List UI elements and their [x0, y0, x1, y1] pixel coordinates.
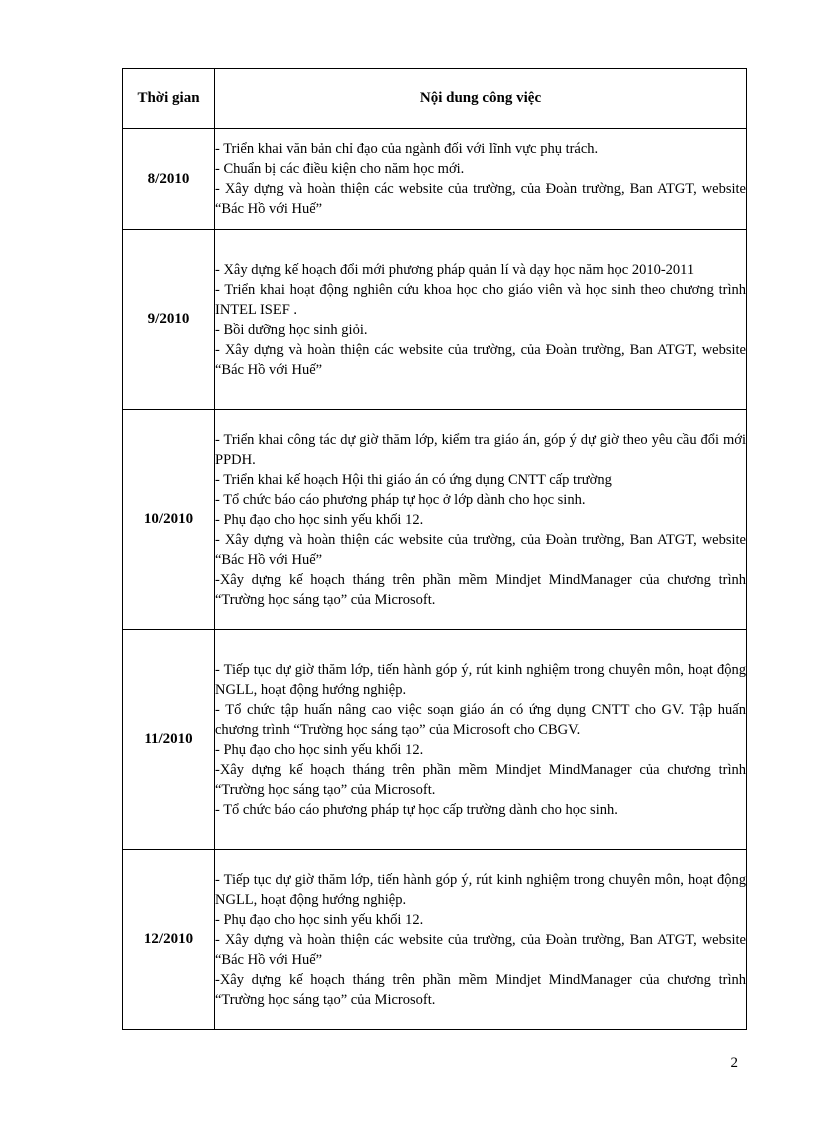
row-time: 9/2010 — [123, 230, 215, 410]
task-line: - Triển khai công tác dự giờ thăm lớp, kiểm tra giáo án, góp ý dự giờ theo yêu cầu đổi mới PPDH. — [215, 431, 746, 468]
task-line: - Tổ chức báo cáo phương pháp tự học cấp trường dành cho học sinh. — [215, 801, 618, 818]
page-number: 2 — [730, 1055, 738, 1071]
row-content — [215, 129, 747, 230]
task-line: - Phụ đạo cho học sinh yếu khối 12. — [215, 741, 424, 758]
task-line: - Phụ đạo cho học sinh yếu khối 12. — [215, 511, 424, 528]
row-time: 8/2010 — [123, 129, 215, 230]
task-line: -Xây dựng kế hoạch tháng trên phần mềm Mindjet MindManager của chương trình “Trường học sáng tạo” của Microsoft. — [215, 761, 746, 798]
row-content — [215, 230, 747, 410]
table-header-row — [123, 69, 747, 129]
task-line: - Chuẩn bị các điều kiện cho năm học mới. — [215, 161, 465, 177]
table-row — [123, 630, 747, 850]
task-line: - Xây dựng và hoàn thiện các website của trường, của Đoàn trường, Ban ATGT, website “Bác Hồ với Huế” — [215, 931, 746, 968]
task-line: - Xây dựng và hoàn thiện các website của trường, của Đoàn trường, Ban ATGT, website “Bác Hồ với Huế” — [215, 531, 746, 568]
table-row — [123, 850, 747, 1030]
task-line: - Tổ chức báo cáo phương pháp tự học ở lớp dành cho học sinh. — [215, 491, 586, 508]
task-line: - Triển khai kế hoạch Hội thi giáo án có ứng dụng CNTT cấp trường — [215, 471, 612, 488]
work-plan-table — [122, 68, 747, 1030]
table-row — [123, 410, 747, 630]
row-content — [215, 410, 747, 630]
task-line: - Tiếp tục dự giờ thăm lớp, tiến hành góp ý, rút kinh nghiệm trong chuyên môn, hoạt động NGLL, hoạt động hướng nghiệp. — [215, 871, 746, 908]
task-line: -Xây dựng kế hoạch tháng trên phần mềm Mindjet MindManager của chương trình “Trường học sáng tạo” của Microsoft. — [215, 571, 746, 608]
task-line: - Triển khai hoạt động nghiên cứu khoa học cho giáo viên và học sinh theo chương trình INTEL ISEF . — [215, 281, 746, 318]
header-time: Thời gian — [123, 69, 215, 129]
row-time: 11/2010 — [123, 630, 215, 850]
table-row — [123, 129, 747, 230]
row-content — [215, 630, 747, 850]
table-row — [123, 230, 747, 410]
row-content — [215, 850, 747, 1030]
task-line: -Xây dựng kế hoạch tháng trên phần mềm Mindjet MindManager của chương trình “Trường học sáng tạo” của Microsoft. — [215, 971, 746, 1008]
header-content: Nội dung công việc — [215, 69, 747, 129]
task-line: - Xây dựng và hoàn thiện các website của trường, của Đoàn trường, Ban ATGT, website “Bác Hồ với Huế” — [215, 181, 746, 217]
task-line: - Tiếp tục dự giờ thăm lớp, tiến hành góp ý, rút kinh nghiệm trong chuyên môn, hoạt động NGLL, hoạt động hướng nghiệp. — [215, 661, 746, 698]
task-line: - Xây dựng kế hoạch đổi mới phương pháp quản lí và dạy học năm học 2010-2011 — [215, 261, 695, 278]
task-line: - Triển khai văn bản chỉ đạo của ngành đối với lĩnh vực phụ trách. — [215, 141, 599, 157]
row-time: 10/2010 — [123, 410, 215, 630]
task-line: - Tổ chức tập huấn nâng cao việc soạn giáo án có ứng dụng CNTT cho GV. Tập huấn chương trình “Trường học sáng tạo” của Microsoft cho CBGV. — [215, 701, 746, 738]
task-line: - Phụ đạo cho học sinh yếu khối 12. — [215, 911, 424, 928]
task-line: - Bồi dưỡng học sinh giỏi. — [215, 321, 368, 338]
row-time: 12/2010 — [123, 850, 215, 1030]
task-line: - Xây dựng và hoàn thiện các website của trường, của Đoàn trường, Ban ATGT, website “Bác Hồ với Huế” — [215, 341, 746, 378]
